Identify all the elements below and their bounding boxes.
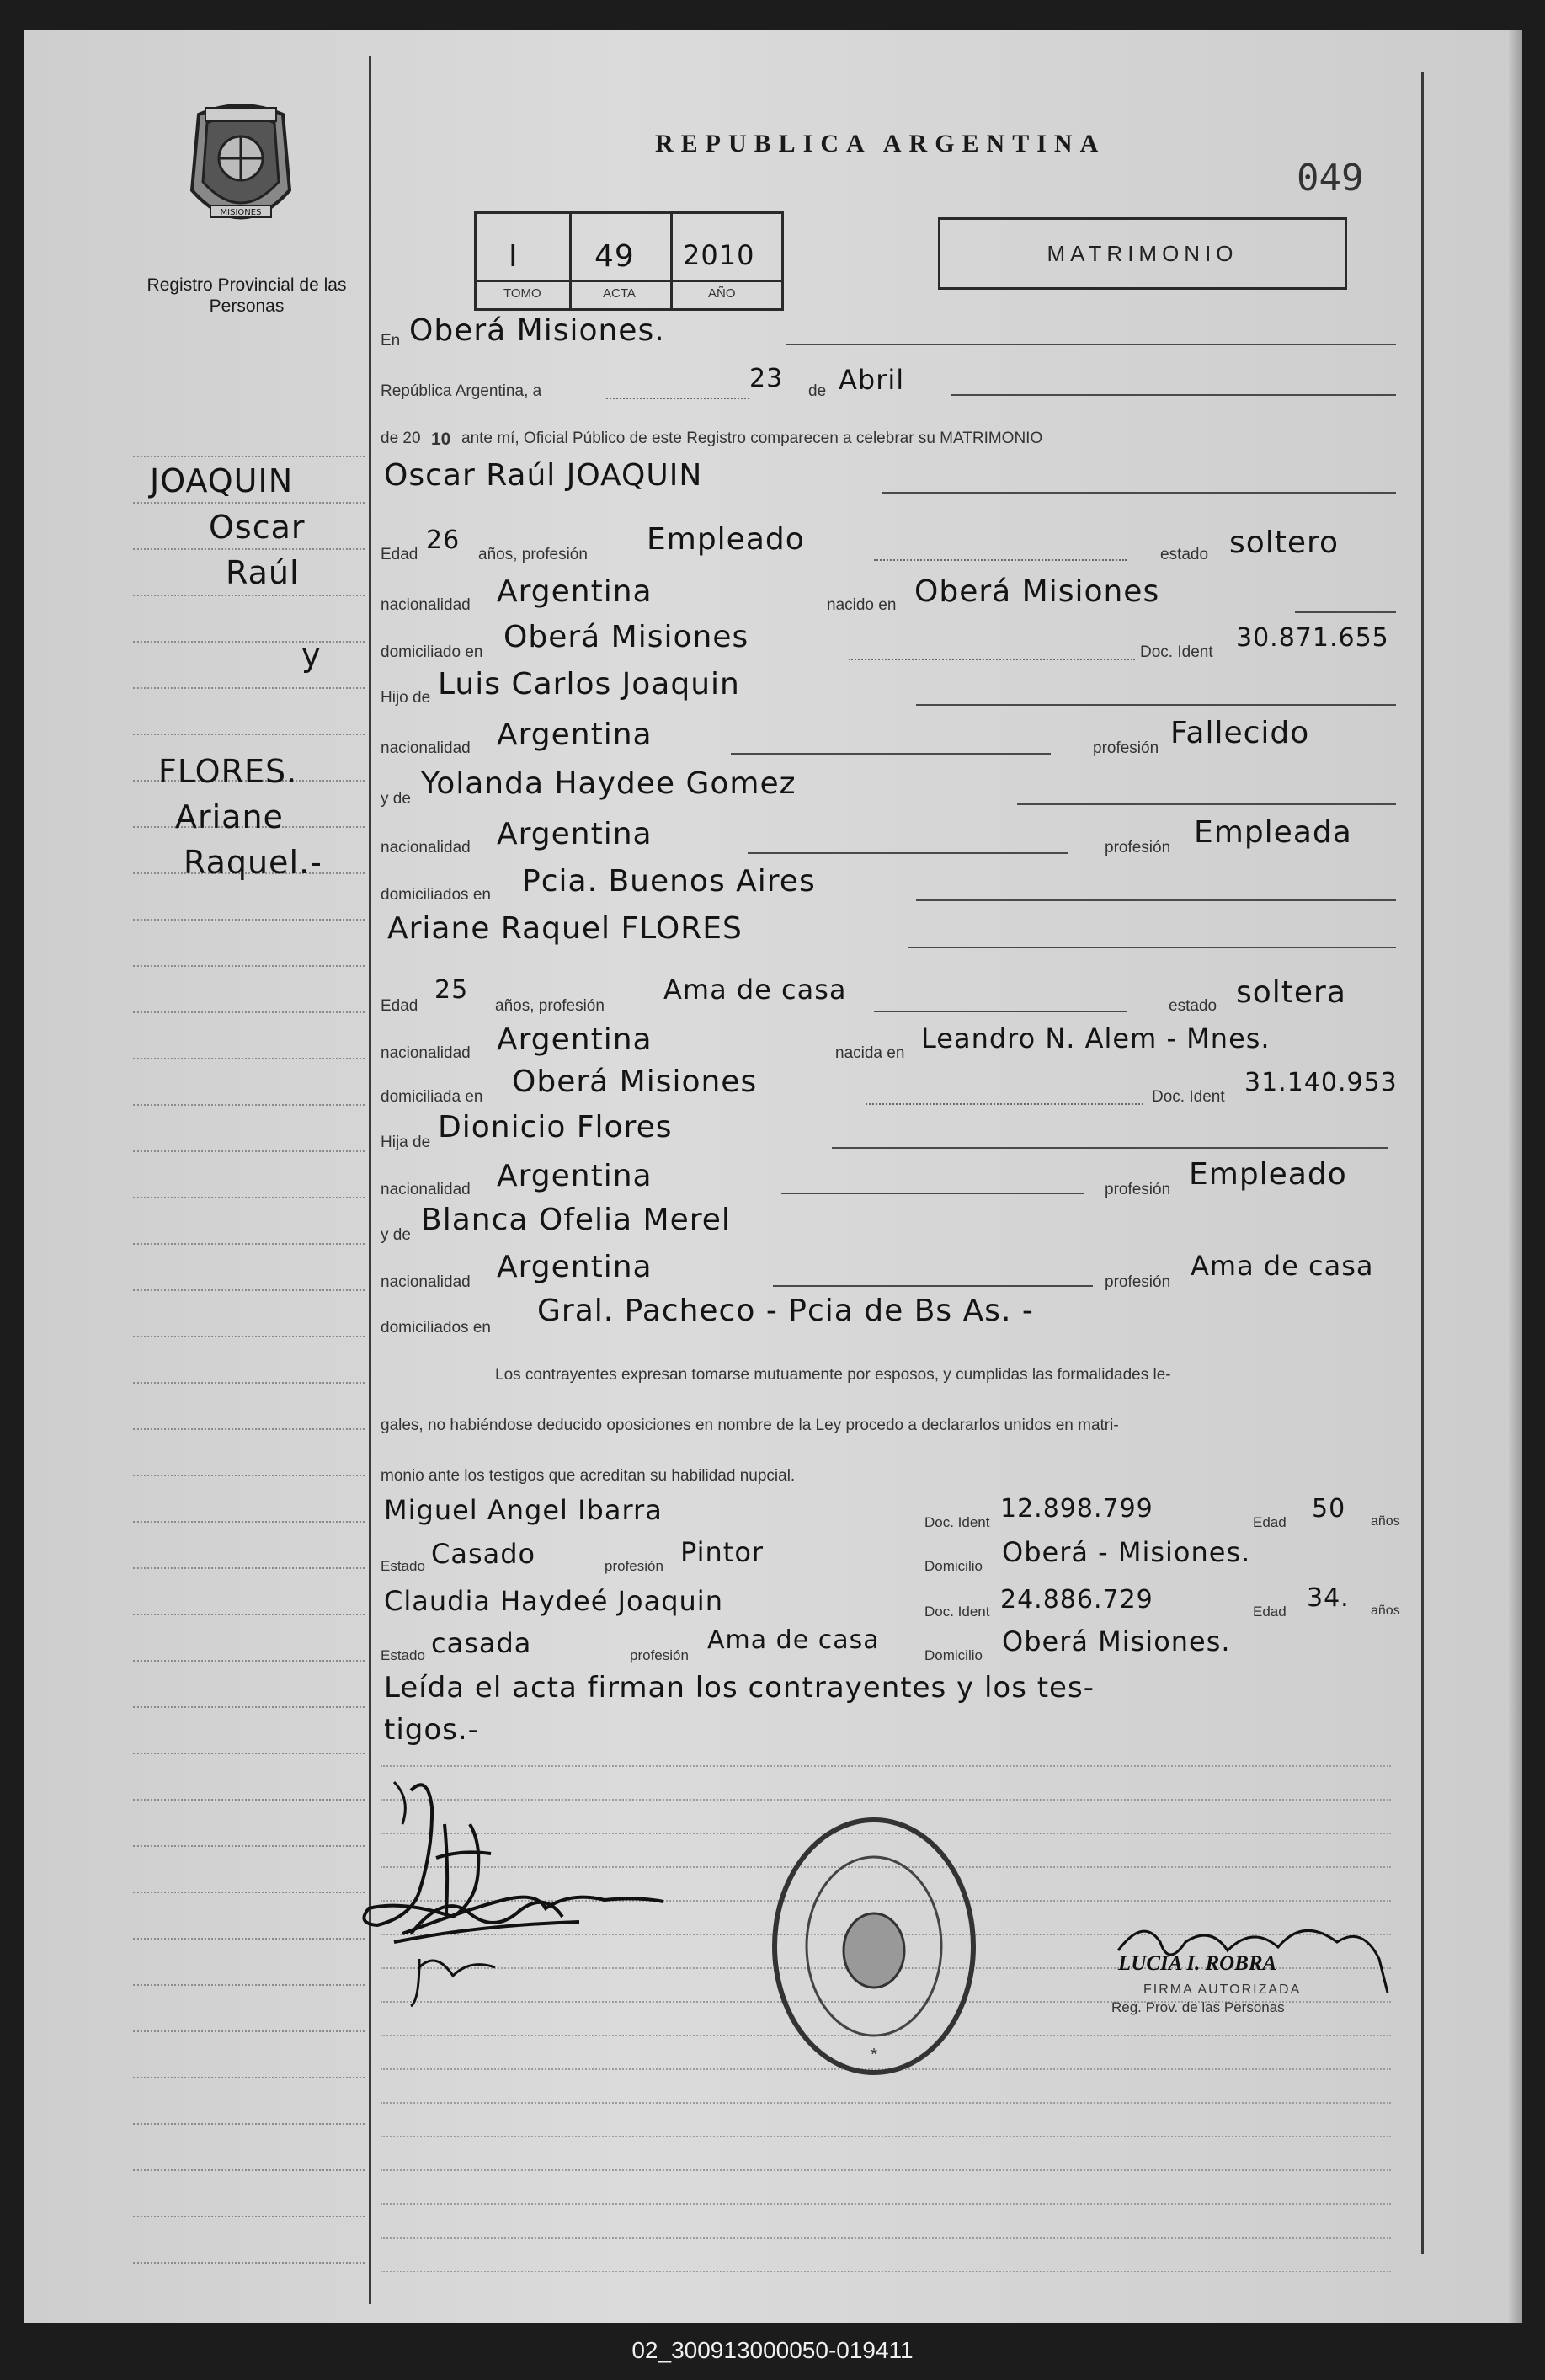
- bride-domicile: Oberá Misiones: [512, 1065, 758, 1099]
- margin-y: y: [301, 637, 322, 674]
- bride-profesion-label: años, profesión: [495, 997, 605, 1015]
- declaration-line-1: Los contrayentes expresan tomarse mutuamente por esposos, y cumplidas las formalidades le-: [495, 1366, 1171, 1384]
- margin-rule: [133, 1150, 365, 1152]
- margin-rule: [133, 1011, 365, 1013]
- closing-line-1: Leída el acta firman los contrayentes y los tes-: [384, 1671, 1095, 1705]
- margin-rule: [133, 1614, 365, 1615]
- day: 23: [749, 364, 784, 393]
- margin-name-1: Oscar: [209, 509, 306, 546]
- margin-rule: [133, 2030, 365, 2032]
- margin-rule: [133, 641, 365, 643]
- margin-surname: JOAQUIN: [150, 462, 294, 499]
- groom-mother-nat-label: nacionalidad: [381, 839, 471, 856]
- bride-nat-label: nacionalidad: [381, 1044, 471, 1062]
- witness2-domicile: Oberá Misiones.: [1002, 1625, 1231, 1657]
- groom-father-nationality: Argentina: [497, 718, 653, 752]
- registry-name: Registro Provincial de las Personas: [147, 275, 347, 316]
- fill-line: [916, 704, 1396, 706]
- seal-star: *: [871, 2046, 877, 2064]
- witness2-anos-label: años: [1371, 1604, 1400, 1618]
- year-prefix: de 20: [381, 430, 421, 447]
- groom-father-profession: Fallecido: [1170, 716, 1310, 750]
- bride-nationality: Argentina: [497, 1022, 653, 1057]
- margin-rule: [133, 1521, 365, 1523]
- margin-rule: [133, 1104, 365, 1106]
- body-rule: [381, 1765, 1391, 1767]
- body-rule: [381, 2271, 1391, 2272]
- ano-label: AÑO: [708, 286, 736, 301]
- officer-office: Reg. Prov. de las Personas: [1111, 1999, 1285, 2015]
- groom-mother-prof-label: profesión: [1105, 839, 1171, 856]
- groom-father-name: Luis Carlos Joaquin: [438, 667, 740, 702]
- footer-code: 02_300913000050-019411: [0, 2323, 1545, 2380]
- fill-line: [606, 398, 749, 399]
- margin-name-4: Raquel.-: [184, 844, 322, 881]
- officer-title: FIRMA AUTORIZADA: [1143, 1982, 1302, 1997]
- bride-civil-status: soltera: [1236, 975, 1346, 1010]
- margin-rule: [133, 2216, 365, 2217]
- witness2-profession: Ama de casa: [707, 1625, 880, 1655]
- groom-edad-label: Edad: [381, 546, 418, 563]
- fill-line: [874, 559, 1127, 561]
- fill-line: [1017, 803, 1396, 805]
- witness1-doc-label: Doc. Ident: [924, 1514, 990, 1530]
- register-box-divider: [477, 280, 781, 282]
- bride-birthplace: Leandro N. Alem - Mnes.: [921, 1022, 1271, 1054]
- groom-mother-profession: Empleada: [1194, 815, 1352, 850]
- bride-doc: 31.140.953: [1244, 1068, 1398, 1097]
- fill-line: [866, 1103, 1143, 1105]
- bride-parents-domicile: Gral. Pacheco - Pcia de Bs As. -: [537, 1294, 1034, 1328]
- witness2-name: Claudia Haydeé Joaquin: [384, 1585, 723, 1617]
- margin-rule: [133, 1336, 365, 1337]
- bride-mother-nat-label: nacionalidad: [381, 1273, 471, 1291]
- registry-seal-icon: [765, 1807, 983, 2085]
- groom-parents-dom-label: domiciliados en: [381, 886, 491, 904]
- margin-name-3: Ariane: [175, 798, 284, 835]
- year-suffix: 10: [431, 430, 451, 449]
- en-label: En: [381, 332, 401, 350]
- bride-father-prof-label: profesión: [1105, 1181, 1171, 1198]
- witness2-estado-label: Estado: [381, 1647, 425, 1663]
- bride-doc-label: Doc. Ident: [1152, 1088, 1225, 1106]
- act-type-box: MATRIMONIO: [938, 217, 1347, 290]
- groom-father-prof-label: profesión: [1093, 739, 1159, 757]
- witness1-edad-label: Edad: [1253, 1514, 1287, 1530]
- groom-parents-domicile: Pcia. Buenos Aires: [522, 864, 816, 899]
- place: Oberá Misiones.: [409, 313, 665, 348]
- body-rule: [381, 2203, 1391, 2205]
- groom-hijo-label: Hijo de: [381, 689, 431, 707]
- margin-rule: [133, 1984, 365, 1986]
- groom-profession: Empleado: [647, 522, 805, 557]
- bride-signature-icon: [369, 1841, 689, 2009]
- acta-label: ACTA: [603, 286, 636, 301]
- groom-profesion-label: años, profesión: [478, 546, 588, 563]
- margin-rule: [133, 1475, 365, 1476]
- margin-rule: [133, 1892, 365, 1893]
- bride-nacida-label: nacida en: [835, 1044, 905, 1062]
- witness2-age: 34.: [1307, 1583, 1350, 1613]
- bride-hija-label: Hija de: [381, 1134, 431, 1151]
- groom-nacido-label: nacido en: [827, 596, 897, 614]
- fill-line: [916, 899, 1396, 901]
- groom-nationality: Argentina: [497, 574, 653, 609]
- body-rule: [381, 2237, 1391, 2239]
- bride-father-profession: Empleado: [1189, 1157, 1347, 1192]
- witness2-doc-label: Doc. Ident: [924, 1604, 990, 1620]
- witness1-name: Miguel Angel Ibarra: [384, 1494, 663, 1526]
- witness1-dom-label: Domicilio: [924, 1558, 983, 1574]
- groom-birthplace: Oberá Misiones: [914, 574, 1160, 609]
- closing-line-2: tigos.-: [384, 1713, 479, 1747]
- margin-rule: [133, 687, 365, 689]
- groom-doc-label: Doc. Ident: [1140, 643, 1213, 661]
- margin-rule: [133, 548, 365, 550]
- margin-rule: [133, 595, 365, 596]
- witness2-prof-label: profesión: [630, 1647, 689, 1663]
- fill-line: [849, 659, 1135, 660]
- fill-line: [786, 344, 1396, 345]
- bride-mother-nationality: Argentina: [497, 1250, 653, 1284]
- body-rule: [381, 2136, 1391, 2137]
- bride-dom-label: domiciliada en: [381, 1088, 483, 1106]
- bride-mother-name: Blanca Ofelia Merel: [421, 1203, 731, 1237]
- margin-surname-2: FLORES.: [158, 753, 298, 790]
- margin-rule: [133, 1660, 365, 1662]
- margin-rule: [133, 456, 365, 457]
- fill-line: [951, 394, 1396, 396]
- register-box: [474, 211, 784, 311]
- fill-line: [731, 753, 1051, 755]
- tomo-label: TOMO: [503, 286, 541, 301]
- record-page: [24, 30, 1522, 2323]
- margin-rule: [133, 2262, 365, 2264]
- margin-rule: [133, 1938, 365, 1940]
- fill-line: [773, 1285, 1093, 1287]
- margin-rule: [133, 2123, 365, 2125]
- margin-rule: [133, 1289, 365, 1291]
- right-border-line: [1421, 72, 1424, 2254]
- witness2-edad-label: Edad: [1253, 1604, 1287, 1620]
- groom-father-nat-label: nacionalidad: [381, 739, 471, 757]
- margin-rule: [133, 1197, 365, 1198]
- de-label: de: [808, 382, 827, 400]
- bride-mother-prof-label: profesión: [1105, 1273, 1171, 1291]
- witness1-prof-label: profesión: [605, 1558, 663, 1574]
- groom-mother-nationality: Argentina: [497, 817, 653, 851]
- witness1-civil-status: Casado: [431, 1538, 536, 1570]
- republica-label: República Argentina, a: [381, 382, 542, 400]
- bride-father-nationality: Argentina: [497, 1159, 653, 1193]
- bride-mother-profession: Ama de casa: [1191, 1250, 1374, 1282]
- groom-age: 26: [426, 526, 461, 555]
- body-rule: [381, 2102, 1391, 2104]
- margin-rule: [133, 1382, 365, 1384]
- bride-estado-label: estado: [1169, 997, 1217, 1015]
- emblem-text: MISIONES: [220, 208, 262, 217]
- country-title: REPUBLICA ARGENTINA: [655, 130, 1106, 157]
- month: Abril: [839, 364, 905, 396]
- ano-value: 2010: [683, 239, 755, 271]
- fill-line: [748, 852, 1068, 854]
- bride-yde-label: y de: [381, 1226, 411, 1244]
- bride-edad-label: Edad: [381, 997, 418, 1015]
- groom-domicile: Oberá Misiones: [503, 620, 749, 654]
- witness1-domicile: Oberá - Misiones.: [1002, 1536, 1251, 1568]
- margin-rule: [133, 1428, 365, 1430]
- groom-full-name: Oscar Raúl JOAQUIN: [384, 458, 703, 493]
- margin-rule: [133, 1845, 365, 1847]
- officer-name: LUCIA I. ROBRA: [1118, 1952, 1277, 1975]
- tomo-value: I: [509, 239, 519, 274]
- bride-full-name: Ariane Raquel FLORES: [387, 911, 743, 946]
- fill-line: [874, 1011, 1127, 1012]
- margin-rule: [133, 734, 365, 735]
- groom-civil-status: soltero: [1229, 526, 1340, 560]
- witness1-profession: Pintor: [680, 1536, 765, 1568]
- margin-rule: [133, 502, 365, 504]
- groom-dom-label: domiciliado en: [381, 643, 483, 661]
- declaration-line-3: monio ante los testigos que acreditan su habilidad nupcial.: [381, 1467, 796, 1485]
- groom-doc: 30.871.655: [1236, 623, 1389, 653]
- fill-line: [908, 947, 1396, 948]
- bride-parents-dom-label: domiciliados en: [381, 1319, 491, 1337]
- margin-rule: [133, 965, 365, 967]
- body-rule: [381, 2169, 1391, 2171]
- witness1-estado-label: Estado: [381, 1558, 425, 1574]
- margin-rule: [133, 1058, 365, 1059]
- fill-line: [1295, 611, 1396, 613]
- margin-rule: [133, 1706, 365, 1708]
- declaration-line-2: gales, no habiéndose deducido oposiciones en nombre de la Ley procedo a declararlos unidos en matri-: [381, 1417, 1119, 1434]
- bride-father-nat-label: nacionalidad: [381, 1181, 471, 1198]
- witness2-doc: 24.886.729: [1000, 1585, 1153, 1614]
- bride-profession: Ama de casa: [663, 974, 847, 1006]
- page-number: 049: [1297, 157, 1364, 200]
- margin-rule: [133, 1243, 365, 1245]
- groom-yde-label: y de: [381, 790, 411, 808]
- fill-line: [832, 1147, 1388, 1149]
- witness2-civil-status: casada: [431, 1627, 532, 1659]
- margin-rule: [133, 2077, 365, 2078]
- witness1-age: 50: [1312, 1494, 1346, 1524]
- groom-estado-label: estado: [1160, 546, 1209, 563]
- margin-rule: [133, 919, 365, 921]
- margin-rule: [133, 1799, 365, 1801]
- book-edge: [1507, 30, 1522, 2323]
- intro-text: ante mí, Oficial Público de este Registro comparecen a celebrar su MATRIMONIO: [461, 430, 1043, 447]
- margin-rule: [133, 1753, 365, 1754]
- fill-line: [882, 492, 1396, 494]
- margin-rule: [133, 2169, 365, 2171]
- groom-mother-name: Yolanda Haydee Gomez: [421, 766, 796, 801]
- acta-value: 49: [594, 239, 635, 274]
- witness2-dom-label: Domicilio: [924, 1647, 983, 1663]
- fill-line: [781, 1193, 1084, 1194]
- bride-age: 25: [434, 975, 469, 1005]
- margin-name-2: Raúl: [226, 554, 300, 591]
- groom-nat-label: nacionalidad: [381, 596, 471, 614]
- bride-father-name: Dionicio Flores: [438, 1110, 673, 1145]
- province-emblem-icon: [182, 98, 300, 241]
- witness1-anos-label: años: [1371, 1514, 1400, 1529]
- witness1-doc: 12.898.799: [1000, 1494, 1153, 1524]
- margin-rule: [133, 1567, 365, 1569]
